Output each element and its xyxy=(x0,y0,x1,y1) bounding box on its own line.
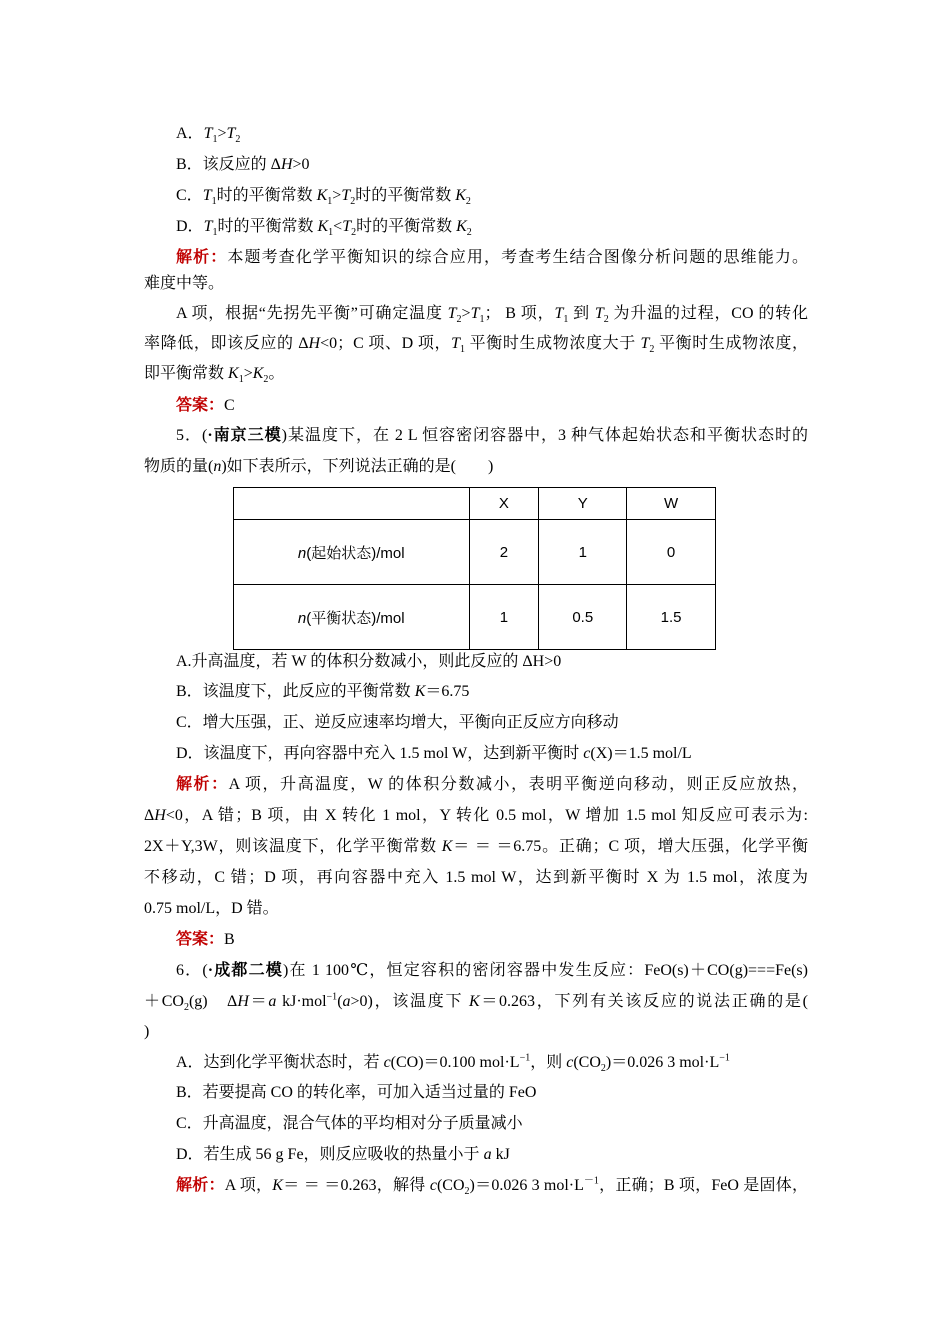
table-header-cell: X xyxy=(469,488,539,520)
table-cell: 2 xyxy=(469,520,539,585)
q4-answer: 答案：C xyxy=(176,397,235,414)
table-row-label: n(起始状态)/mol xyxy=(234,520,470,585)
table-header-cell xyxy=(234,488,470,520)
q4-analysis-line-3: A 项，根据“先拐先平衡”可确定温度 $T_2>T_1$； B 项，$T_1$ 到 $T_2$ 为升温的过程，CO 的转化 xyxy=(176,305,808,326)
q4-analysis-line-4: 率降低，即该反应的 ΔH<0；C 项、D 项，$T_1$ 平衡时生成物浓度大于 $T_2$ 平衡时生成物浓度， xyxy=(144,335,808,356)
table-header-cell: W xyxy=(627,488,716,520)
q5-analysis-line-1: 解析：A 项，升高温度，W 的体积分数减小，表明平衡逆向移动，则正反应放热， xyxy=(176,776,808,793)
table-header-cell: Y xyxy=(539,488,627,520)
q5-data-table xyxy=(233,487,716,650)
q5-analysis-line-2: ΔH<0，A 错；B 项，由 X 转化 1 mol，Y 转化 0.5 mol，W 增加 1.5 mol 知反应可表示为: xyxy=(144,807,808,824)
q4-option-a: A．$T_1>T_2$ xyxy=(176,125,241,146)
q6-source: ·成都二模 xyxy=(207,962,283,979)
q4-analysis-line-1: 解析：本题考查化学平衡知识的综合应用，考查考生结合图像分析问题的思维能力。 xyxy=(176,249,808,266)
q6-stem-line-2: $+CO_2(g)$ ΔH＝a kJ·mol$^{-1}$(a>0)，该温度下 K＝0.263，下列有关该反应的说法正确的是( xyxy=(144,991,808,1014)
q6-option-c: C．升高温度，混合气体的平均相对分子质量减小 xyxy=(176,1115,523,1132)
q6-option-d: D．若生成 56 g Fe，则反应吸收的热量小于 a kJ xyxy=(176,1146,510,1163)
table-cell: 0 xyxy=(627,520,716,585)
q4-analysis-line-5: 即平衡常数 $K_1>K_2$。 xyxy=(144,365,285,386)
q4-option-c: C．$T_1$时的平衡常数 $K_1>T_2$时的平衡常数 $K_2$ xyxy=(176,187,471,208)
answer-label: 答案： xyxy=(176,931,225,948)
table-row-label: n(平衡状态)/mol xyxy=(234,585,470,650)
q6-option-b: B．若要提高 CO 的转化率，可加入适当过量的 FeO xyxy=(176,1084,537,1101)
analysis-label: 解析： xyxy=(176,249,228,266)
q6-analysis-line-1: 解析：A 项，K＝ ＝ ＝0.263，解得 $c(CO_2)=0.026$ 3 $mol\cdot L^{-1}$，正确；B 项，FeO 是固体， xyxy=(176,1175,808,1198)
q5-option-c: C．增大压强，正、逆反应速率均增大，平衡向正反应方向移动 xyxy=(176,714,619,731)
q4-analysis-line-2: 难度中等。 xyxy=(144,275,225,292)
table-cell: 1 xyxy=(539,520,627,585)
analysis-label: 解析： xyxy=(176,776,229,793)
q5-source: ·南京三模 xyxy=(207,427,282,444)
table-row xyxy=(234,585,716,650)
q6-option-a: A．达到化学平衡状态时，若 c(CO)＝0.100 $mol\cdot L^{-1}$，则 $c(CO_2)=0.026$ 3 $mol\cdot L^{-1}$ xyxy=(176,1052,730,1075)
q4-option-b: B．该反应的 ΔH>0 xyxy=(176,156,310,173)
q5-answer: 答案：B xyxy=(176,931,235,948)
table-cell: 1.5 xyxy=(627,585,716,650)
q5-stem-line-2: 物质的量(n)如下表所示，下列说法正确的是( ) xyxy=(144,458,494,475)
answer-label: 答案： xyxy=(176,397,225,414)
q5-option-d: D．该温度下，再向容器中充入 1.5 mol W，达到新平衡时 c(X)＝1.5 mol/L xyxy=(176,745,692,762)
q5-analysis-line-4: 不移动，C 错；D 项，再向容器中充入 1.5 mol W，达到新平衡时 X 为 1.5 mol，浓度为 xyxy=(144,869,808,886)
q5-analysis-line-3: 2X＋Y,3W，则该温度下，化学平衡常数 K＝ ＝ ＝6.75。正确；C 项，增大压强，化学平衡 xyxy=(144,838,808,855)
q5-stem-line-1: 5．(·南京三模)某温度下，在 2 L 恒容密闭容器中，3 种气体起始状态和平衡状态时的 xyxy=(176,427,808,444)
q5-option-a: A.升高温度，若 W 的体积分数减小，则此反应的 ΔH>0 xyxy=(176,653,562,670)
table-cell: 0.5 xyxy=(539,585,627,650)
analysis-label: 解析： xyxy=(176,1177,225,1194)
q6-stem-line-3: ) xyxy=(144,1023,150,1040)
q4-option-d: D．$T_1$时的平衡常数 $K_1<T_2$时的平衡常数 $K_2$ xyxy=(176,218,472,239)
q5-analysis-line-5: 0.75 mol/L，D 错。 xyxy=(144,900,279,917)
table-row xyxy=(234,520,716,585)
table-header-row xyxy=(234,488,716,520)
table-cell: 1 xyxy=(469,585,539,650)
q6-stem-line-1: 6．(·成都二模)在 1 100℃，恒定容积的密闭容器中发生反应：FeO(s)＋CO(g)===Fe(s) xyxy=(176,962,808,979)
q5-option-b: B．该温度下，此反应的平衡常数 K＝6.75 xyxy=(176,683,470,700)
